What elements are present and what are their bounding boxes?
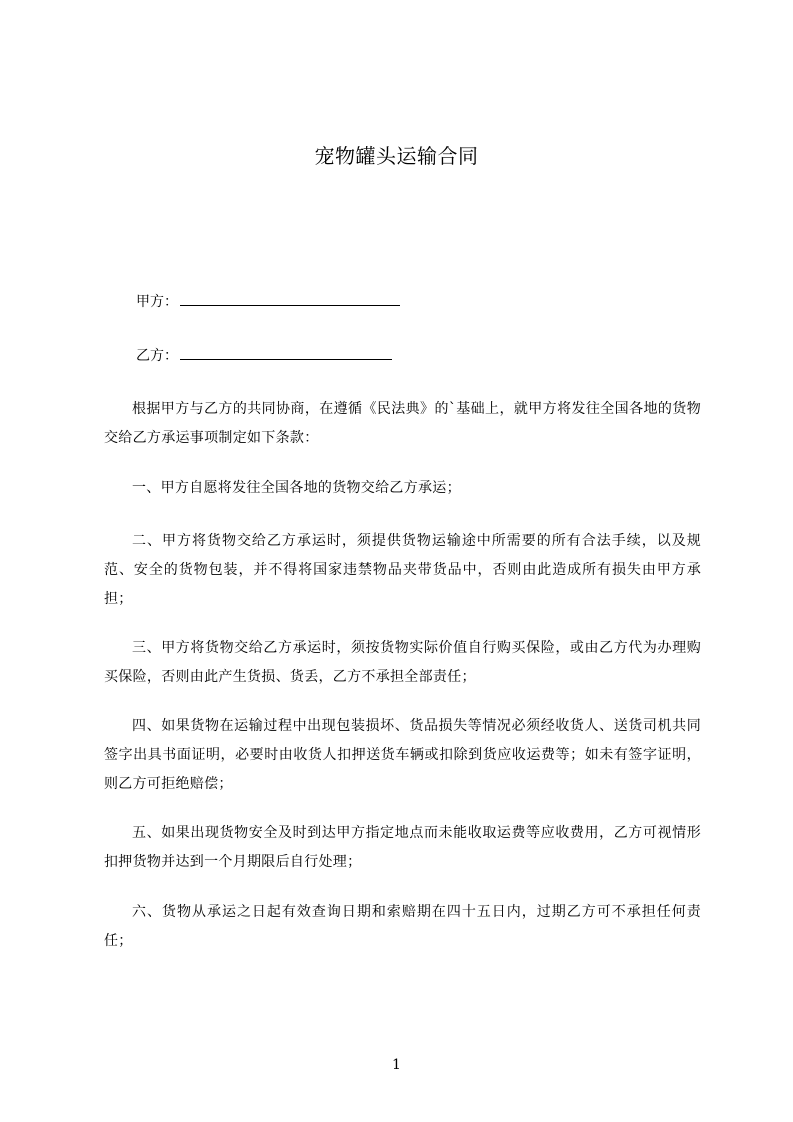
paragraph-clause-2: 二、甲方将货物交给乙方承运时，须提供货物运输途中所需要的所有合法手续，以及规范、安全的货物包装，并不得将国家违禁物品夹带货品中，否则由此造成所有损失由甲方承担；: [104, 533, 701, 607]
paragraph-clause-6: 六、货物从承运之日起有效查询日期和索赔期在四十五日内，过期乙方可不承担任何责任；: [104, 904, 701, 949]
party-b-line: [136, 344, 392, 366]
party-b-label: 乙方：: [136, 348, 178, 364]
party-a-line: [136, 290, 400, 312]
paragraph-clause-4: 四、如果货物在运输过程中出现包装损坏、货品损失等情况必须经收货人、送货司机共同签字出具书面证明，必要时由收货人扣押送货车辆或扣除到货应收运费等；如未有签字证明，则乙方可拒绝赔偿；: [104, 718, 701, 792]
document-title: 宠物罐头运输合同: [314, 144, 479, 168]
page-number: 1: [392, 1057, 401, 1073]
paragraph-clause-3: 三、甲方将货物交给乙方承运时，须按货物实际价值自行购买保险，或由乙方代为办理购买保险，否则由此产生货损、货丢，乙方不承担全部责任；: [104, 640, 701, 685]
party-a-blank: [180, 290, 400, 306]
party-b-blank: [180, 344, 392, 360]
party-a-label: 甲方：: [136, 294, 178, 310]
paragraph-preamble: 根据甲方与乙方的共同协商，在遵循《民法典》的`基础上，就甲方将发往全国各地的货物交给乙方承运事项制定如下条款：: [104, 401, 701, 446]
paragraph-clause-1: 一、甲方自愿将发往全国各地的货物交给乙方承运；: [132, 480, 461, 496]
paragraph-clause-5: 五、如果出现货物安全及时到达甲方指定地点而未能收取运费等应收费用，乙方可视情形扣押货物并达到一个月期限后自行处理；: [104, 825, 701, 870]
